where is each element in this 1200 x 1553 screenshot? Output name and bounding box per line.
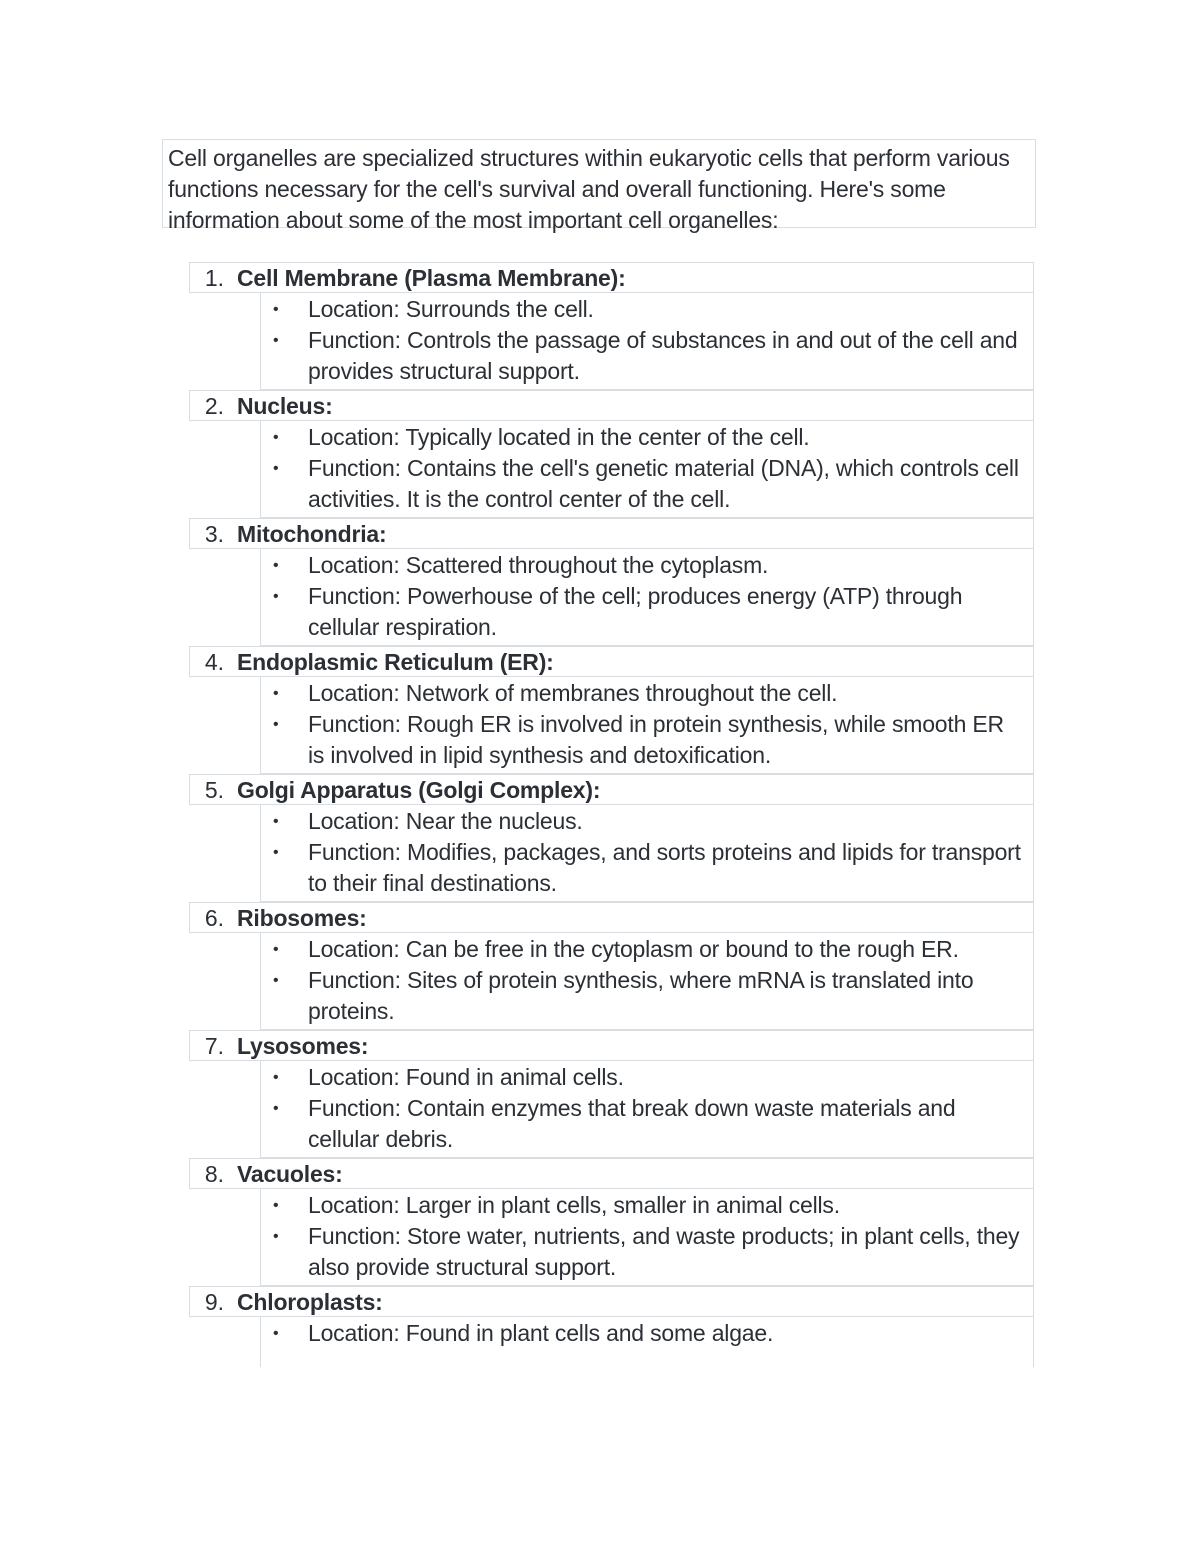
item-title: Nucleus: [237, 393, 333, 419]
item-details [260, 549, 1034, 646]
list-item [0, 1286, 1200, 1367]
bullet-icon: • [273, 1228, 279, 1245]
item-details [260, 805, 1034, 902]
item-number: 9. [204, 1289, 224, 1315]
item-title: Ribosomes: [237, 905, 367, 931]
item-title: Lysosomes: [237, 1033, 369, 1059]
bullet-icon: • [273, 301, 279, 318]
item-heading [189, 646, 1034, 677]
location-bullet: • Location: Found in plant cells and some algae. [261, 1318, 1033, 1349]
item-heading [189, 1030, 1034, 1061]
item-details [260, 677, 1034, 774]
bullet-icon: • [273, 429, 279, 446]
location-bullet: • Location: Network of membranes throughout the cell. [261, 678, 1033, 709]
location-bullet: • Location: Can be free in the cytoplasm or bound to the rough ER. [261, 934, 1033, 965]
location-bullet: • Location: Larger in plant cells, smaller in animal cells. [261, 1190, 1033, 1221]
bullet-icon: • [273, 557, 279, 574]
item-heading [189, 1286, 1034, 1317]
list-item [0, 262, 1200, 390]
item-heading [189, 390, 1034, 421]
list-item [0, 774, 1200, 902]
item-details [260, 421, 1034, 518]
bullet-icon: • [273, 1069, 279, 1086]
item-number: 8. [204, 1161, 224, 1187]
item-details [260, 933, 1034, 1030]
list-item [0, 1158, 1200, 1286]
function-bullet: • Function: Controls the passage of substances in and out of the cell and provides structural support. [273, 327, 1018, 384]
bullet-icon: • [273, 844, 279, 861]
function-bullet: • Function: Rough ER is involved in protein synthesis, while smooth ER is involved in lipid synthesis and detoxification. [273, 711, 1004, 768]
bullet-icon: • [273, 716, 279, 733]
bullet-icon: • [273, 813, 279, 830]
bullet-icon: • [273, 1100, 279, 1117]
list-item [0, 1030, 1200, 1158]
location-bullet: • Location: Scattered throughout the cytoplasm. [261, 550, 1033, 581]
function-bullet: • Function: Sites of protein synthesis, where mRNA is translated into proteins. [273, 967, 974, 1024]
item-number: 7. [204, 1033, 224, 1059]
function-bullet: • Function: Contains the cell's genetic material (DNA), which controls cell activities. It is the control center of the cell. [273, 455, 1019, 512]
item-title: Golgi Apparatus (Golgi Complex): [237, 777, 601, 803]
item-details [260, 293, 1034, 390]
function-bullet: • Function: Store water, nutrients, and waste products; in plant cells, they also provide structural support. [273, 1223, 1020, 1280]
bullet-icon: • [273, 1197, 279, 1214]
list-item [0, 390, 1200, 518]
location-bullet: • Location: Near the nucleus. [261, 806, 1033, 837]
item-details [260, 1061, 1034, 1158]
list-item [0, 518, 1200, 646]
item-number: 5. [204, 777, 224, 803]
item-heading [189, 774, 1034, 805]
location-bullet: • Location: Typically located in the center of the cell. [261, 422, 1033, 453]
function-bullet: • Function: Contain enzymes that break down waste materials and cellular debris. [273, 1095, 956, 1152]
item-details [260, 1317, 1034, 1367]
item-heading [189, 262, 1034, 293]
function-bullet: • Function: Powerhouse of the cell; produces energy (ATP) through cellular respiration. [273, 583, 963, 640]
item-number: 1. [204, 265, 224, 291]
bullet-icon: • [273, 685, 279, 702]
item-title: Vacuoles: [237, 1161, 343, 1187]
location-bullet: • Location: Surrounds the cell. [261, 294, 1033, 325]
item-number: 3. [204, 521, 224, 547]
function-bullet: • Function: Modifies, packages, and sorts proteins and lipids for transport to their final destinations. [273, 839, 1021, 896]
item-number: 6. [204, 905, 224, 931]
item-title: Cell Membrane (Plasma Membrane): [237, 265, 626, 291]
item-number: 2. [204, 393, 224, 419]
item-title: Mitochondria: [237, 521, 387, 547]
item-heading [189, 1158, 1034, 1189]
item-heading [189, 518, 1034, 549]
bullet-icon: • [273, 332, 279, 349]
item-number: 4. [204, 649, 224, 675]
item-details [260, 1189, 1034, 1286]
bullet-icon: • [273, 941, 279, 958]
item-title: Chloroplasts: [237, 1289, 383, 1315]
list-item [0, 646, 1200, 774]
bullet-icon: • [273, 972, 279, 989]
bullet-icon: • [273, 460, 279, 477]
item-title: Endoplasmic Reticulum (ER): [237, 649, 554, 675]
list-item [0, 902, 1200, 1030]
location-bullet: • Location: Found in animal cells. [261, 1062, 1033, 1093]
bullet-icon: • [273, 1325, 279, 1342]
item-heading [189, 902, 1034, 933]
bullet-icon: • [273, 588, 279, 605]
organelle-list [0, 262, 1200, 1367]
intro-paragraph: Cell organelles are specialized structures within eukaryotic cells that perform various functions necessary for the cell's survival and overall functioning. Here's some information about some of the most important cell organelles: [162, 139, 1036, 228]
